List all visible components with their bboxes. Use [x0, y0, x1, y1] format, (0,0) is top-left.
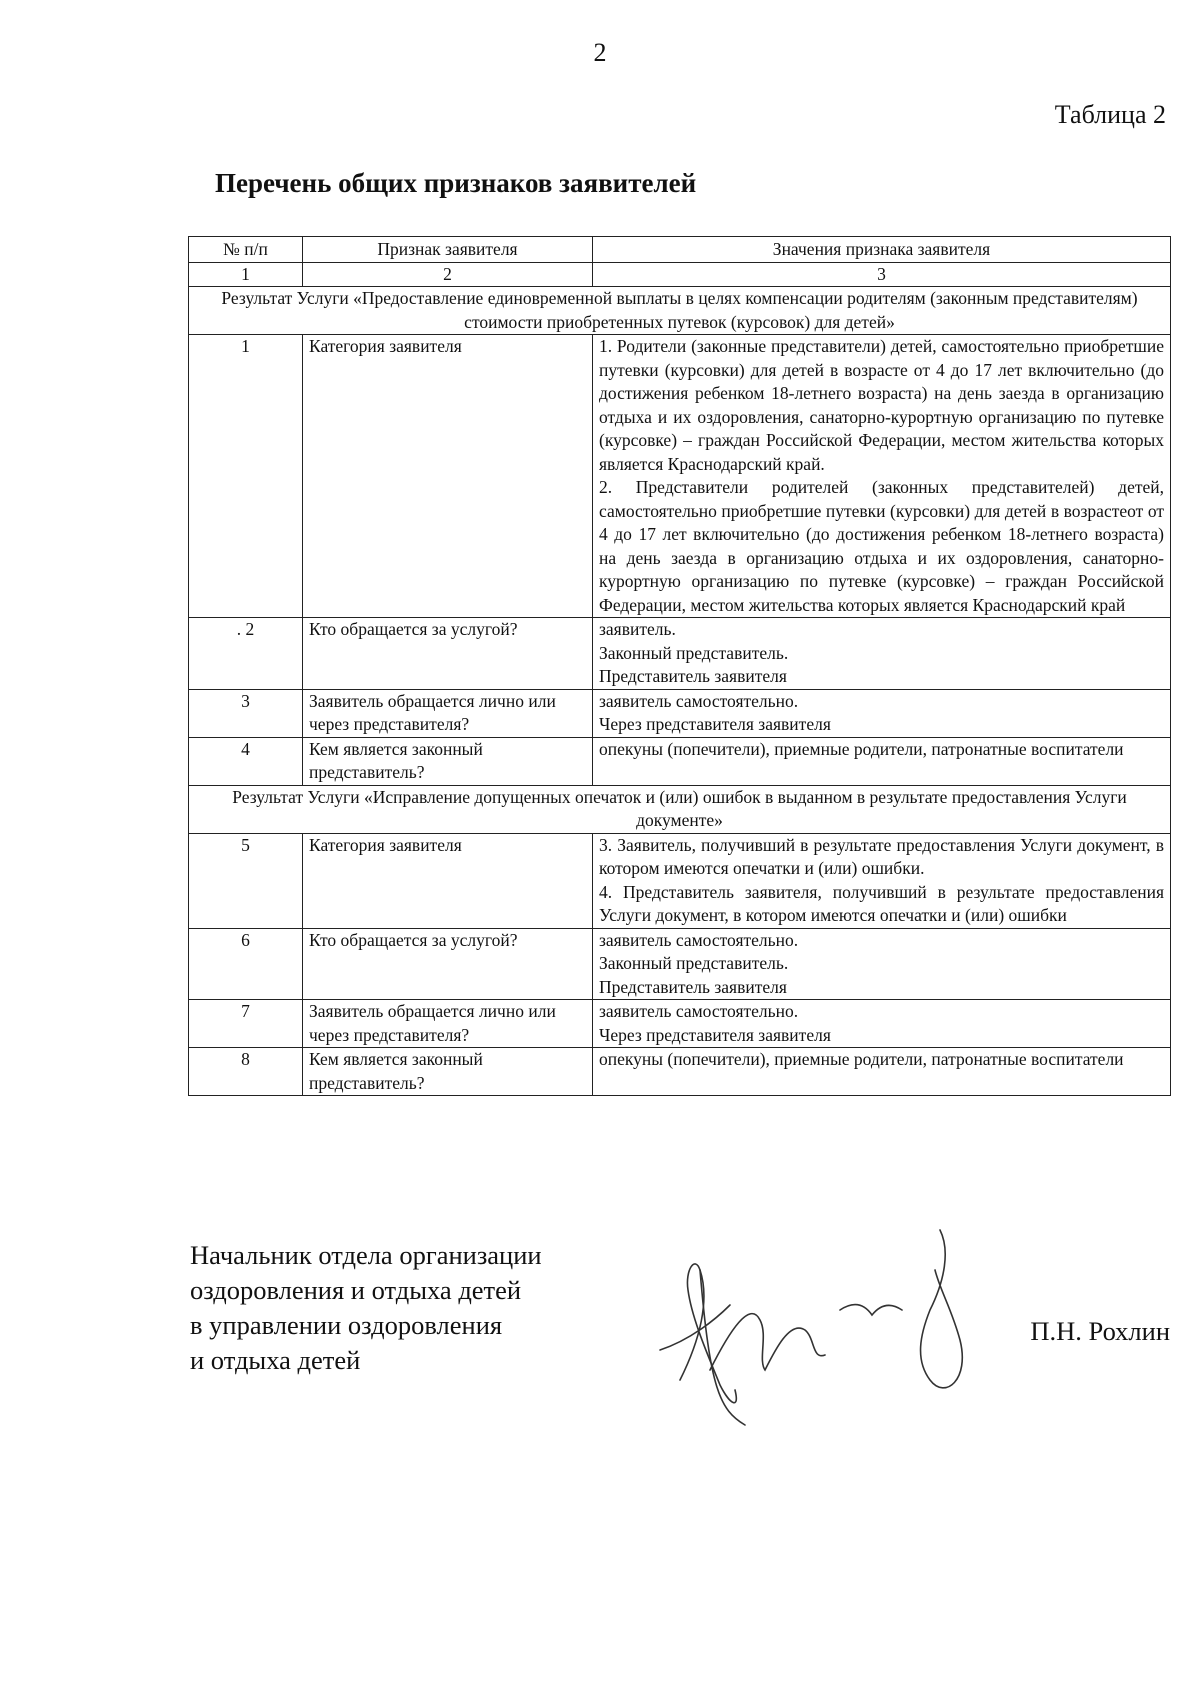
- value-line: 4. Представитель заявителя, получивший в результате предоставления Услуги документ, в котором имеются опечатки и (или) ошибки: [599, 881, 1164, 925]
- section-row: [189, 785, 1171, 833]
- row-number: 8: [189, 1048, 303, 1096]
- index-cell: 3: [593, 262, 1171, 287]
- row-value: [593, 928, 1171, 1000]
- table-row: [189, 618, 1171, 690]
- row-number: 5: [189, 833, 303, 928]
- value-line: Законный представитель.: [599, 953, 789, 973]
- table-index-row: [189, 262, 1171, 287]
- value-line: опекуны (попечители), приемные родители, патронатные воспитатели: [599, 738, 1124, 759]
- table-label: Таблица 2: [1054, 100, 1166, 129]
- value-line: 3. Заявитель, получивший в результате предоставления Услуги документ, в котором имеются опечатки и (или) ошибки.: [599, 834, 1164, 878]
- section-title: Результат Услуги «Предоставление единовременной выплаты в целях компенсации родителям (законным представителям) стоимости приобретенных путевок (курсовок) для детей»: [189, 287, 1171, 335]
- position-line: Начальник отдела организации: [190, 1240, 542, 1270]
- table-row: [189, 928, 1171, 1000]
- value-line: 1. Родители (законные представители) детей, самостоятельно приобретшие путевки (курсовки) для детей в возрасте от 4 до 17 лет включительно (до достижения ребенком 18-летнего возраста) на день заезда в организацию отдыха и их оздоровления, санаторно-курортную организацию по путевке (курсовке) – граждан Российской Федерации, местом жительства которых является Краснодарский край.: [599, 336, 1164, 474]
- signature-position: [190, 1238, 542, 1378]
- page-number: 2: [593, 38, 607, 67]
- signer-name: П.Н. Рохлин: [1030, 1316, 1170, 1346]
- row-value: [593, 689, 1171, 737]
- row-sign: Категория заявителя: [303, 833, 593, 928]
- table-header-row: [189, 237, 1171, 263]
- row-number: 3: [189, 689, 303, 737]
- row-sign: Кем является законный представитель?: [303, 1048, 593, 1096]
- table-row: [189, 1048, 1171, 1096]
- row-sign: Категория заявителя: [303, 335, 593, 618]
- position-line: и отдыха детей: [190, 1345, 361, 1375]
- table-row: [189, 1000, 1171, 1048]
- value-line: 2. Представители родителей (законных представителей) детей, самостоятельно приобретшие путевки (курсовки) для детей в возрастеот от 4 до 17 лет включительно (до достижения ребенком 18-летнего возраста) на день заезда в организацию отдыха и их оздоровления, санаторно-курортную организацию по путевке (курсовке) – граждан Российской Федерации, местом жительства которых является Краснодарский край: [599, 477, 1164, 615]
- row-sign: Заявитель обращается лично или через представителя?: [303, 689, 593, 737]
- document-title: Перечень общих признаков заявителей: [215, 168, 697, 198]
- table-row: [189, 737, 1171, 785]
- row-value: [593, 1048, 1171, 1096]
- value-line: опекуны (попечители), приемные родители, патронатные воспитатели: [599, 1049, 1124, 1069]
- row-value: [593, 335, 1171, 618]
- row-sign: Кто обращается за услугой?: [303, 618, 593, 690]
- value-line: заявитель самостоятельно.: [599, 690, 799, 711]
- row-number: 1: [189, 335, 303, 618]
- header-value: Значения признака заявителя: [593, 237, 1171, 263]
- row-value: [593, 737, 1171, 785]
- value-line: Через представителя заявителя: [599, 714, 831, 734]
- row-value: [593, 833, 1171, 928]
- section-row: [189, 287, 1171, 335]
- value-line: заявитель.: [599, 619, 676, 639]
- position-line: в управлении оздоровления: [190, 1310, 503, 1340]
- index-cell: 2: [303, 262, 593, 287]
- value-line: заявитель самостоятельно.: [599, 1001, 799, 1021]
- header-number: № п/п: [189, 237, 303, 263]
- value-line: Законный представитель.: [599, 642, 789, 663]
- section-title: Результат Услуги «Исправление допущенных опечаток и (или) ошибок в выданном в результате предоставления Услуги документе»: [189, 785, 1171, 833]
- row-number: 7: [189, 1000, 303, 1048]
- row-value: [593, 1000, 1171, 1048]
- value-line: Представитель заявителя: [599, 976, 787, 997]
- position-line: оздоровления и отдыха детей: [190, 1275, 522, 1305]
- value-line: Представитель заявителя: [599, 666, 787, 686]
- row-sign: Заявитель обращается лично или через представителя?: [303, 1000, 593, 1048]
- handwritten-signature: [640, 1210, 1020, 1430]
- criteria-table: [188, 236, 1171, 1096]
- header-sign: Признак заявителя: [303, 237, 593, 263]
- row-value: [593, 618, 1171, 690]
- row-number: 6: [189, 928, 303, 1000]
- table-row: [189, 335, 1171, 618]
- value-line: Через представителя заявителя: [599, 1024, 831, 1045]
- row-sign: Кем является законный представитель?: [303, 737, 593, 785]
- value-line: заявитель самостоятельно.: [599, 929, 799, 950]
- table-row: [189, 833, 1171, 928]
- table-row: [189, 689, 1171, 737]
- row-sign: Кто обращается за услугой?: [303, 928, 593, 1000]
- index-cell: 1: [189, 262, 303, 287]
- row-number: . 2: [189, 618, 303, 690]
- row-number: 4: [189, 737, 303, 785]
